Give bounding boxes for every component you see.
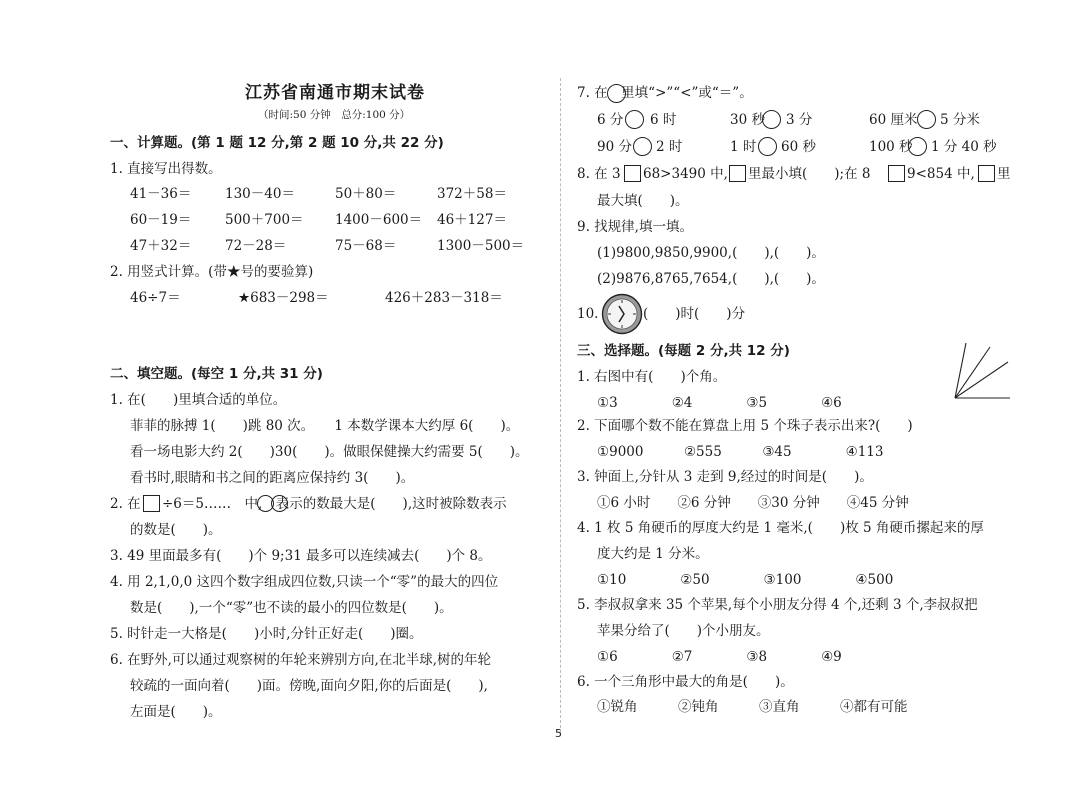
s3-line: 2. 下面哪个数不能在算盘上用 5 个珠子表示出来?( )	[577, 418, 913, 434]
s2-line: 菲菲的脉搏 1( )跳 80 次。 1 本数学课本大约厚 6( )。	[130, 418, 520, 434]
s2-line: 数是( ),一个“零”也不读的最小的四位数是( )。	[130, 600, 453, 616]
blank-circle	[607, 84, 626, 103]
vertical-calc-item: 426＋283－318＝	[385, 290, 503, 306]
calc-item: 47＋32＝	[130, 238, 192, 254]
blank-circle	[908, 137, 927, 156]
s2-line: 3. 49 里面最多有( )个 9;31 最多可以连续减去( )个 8。	[110, 548, 492, 564]
blank-circle	[633, 137, 652, 156]
s2-line: 6. 在野外,可以通过观察树的年轮来辨别方向,在北半球,树的年轮	[110, 652, 492, 668]
exam-subtitle: （时间:50 分钟 总分:100 分）	[258, 109, 411, 121]
q8-part: 68>3490 中,	[643, 166, 728, 182]
calc-item: 372＋58＝	[437, 186, 507, 202]
vertical-calc-item: ★683－298＝	[238, 290, 329, 306]
s3-line: 度大约是 1 分米。	[597, 546, 709, 562]
s3-line: 4. 1 枚 5 角硬币的厚度大约是 1 毫米,( )枚 5 角硬币摞起来的厚	[577, 520, 984, 536]
s3-line: 6. 一个三角形中最大的角是( )。	[577, 674, 794, 690]
s2-q2-prefix: 2. 在	[110, 496, 141, 512]
calc-item: 60－19＝	[130, 212, 192, 228]
calc-item: 46＋127＝	[437, 212, 507, 228]
s3-options: ①10 ②50 ③100 ④500	[597, 572, 894, 588]
compare-right: 60 秒	[781, 139, 816, 155]
q7-text: 7. 在 里填“>”“<”或“＝”。	[577, 85, 753, 101]
s2-line: 看一场电影大约 2( )30( )。做眼保健操大约需要 5( )。	[130, 444, 529, 460]
s1-q2-text: 2. 用竖式计算。(带★号的要验算)	[110, 264, 314, 280]
s3-options: ①6 ②7 ③8 ④9	[597, 649, 842, 665]
s3-options: ①3 ②4 ③5 ④6	[597, 395, 842, 411]
q8-part: 9<854 中,	[907, 166, 975, 182]
blank-circle	[762, 110, 781, 129]
s2-line: 左面是( )。	[130, 704, 222, 720]
s2-line: ÷6＝5…… 中, 表示的数最大是( ),这时被除数表示	[162, 496, 507, 512]
q10-text: ( )时( )分	[643, 306, 746, 322]
compare-left: 90 分	[597, 139, 632, 155]
calc-item: 72－28＝	[225, 238, 287, 254]
calc-item: 500＋700＝	[225, 212, 304, 228]
q9-sub: (2)9876,8765,7654,( ),( )。	[597, 271, 825, 287]
blank-circle	[758, 137, 777, 156]
s2-line: 的数是( )。	[130, 522, 222, 538]
q8-part: 里	[997, 166, 1011, 182]
compare-right: 5 分米	[940, 112, 980, 128]
blank-square	[729, 165, 746, 182]
calc-item: 1400－600＝	[335, 212, 423, 228]
s3-options: ①6 小时 ②6 分钟 ③30 分钟 ④45 分钟	[597, 495, 909, 511]
compare-right: 1 分 40 秒	[931, 139, 997, 155]
blank-circle	[271, 495, 288, 512]
section1-heading: 一、计算题。(第 1 题 12 分,第 2 题 10 分,共 22 分)	[110, 135, 444, 151]
calc-item: 75－68＝	[335, 238, 397, 254]
compare-right: 3 分	[786, 112, 813, 128]
blank-square	[624, 165, 641, 182]
angle-figure-icon	[952, 340, 1012, 402]
s2-line: 5. 时针走一大格是( )小时,分针正好走( )圈。	[110, 626, 423, 642]
calc-item: 50＋80＝	[335, 186, 397, 202]
compare-left: 100 秒	[869, 139, 913, 155]
q10-number: 10.	[577, 306, 599, 322]
compare-left: 60 厘米	[869, 112, 918, 128]
s2-line: 4. 用 2,1,0,0 这四个数字组成四位数,只读一个“零”的最大的四位	[110, 574, 499, 590]
calc-item: 41－36＝	[130, 186, 192, 202]
compare-left: 30 秒	[730, 112, 765, 128]
calc-item: 1300－500＝	[437, 238, 525, 254]
compare-left: 6 分	[597, 112, 624, 128]
blank-square	[143, 495, 160, 512]
s2-line: 较疏的一面向着( )面。傍晚,面向夕阳,你的后面是( ),	[130, 678, 488, 694]
s3-line: 5. 李叔叔拿来 35 个苹果,每个小朋友分得 4 个,还剩 3 个,李叔叔把	[577, 597, 978, 613]
compare-left: 1 时	[730, 139, 757, 155]
blank-square	[888, 165, 905, 182]
q8-part: 里最小填( );在 8	[748, 166, 871, 182]
q8-line2: 最大填( )。	[597, 193, 689, 209]
s2-line: 看书时,眼睛和书之间的距离应保持约 3( )。	[130, 470, 415, 486]
blank-square	[978, 165, 995, 182]
s1-q1-text: 1. 直接写出得数。	[110, 161, 222, 177]
vertical-calc-item: 46÷7＝	[130, 290, 181, 306]
s3-line: 苹果分给了( )个小朋友。	[597, 623, 770, 639]
s2-line: 1. 在( )里填合适的单位。	[110, 392, 287, 408]
s3-line: 3. 钟面上,分针从 3 走到 9,经过的时间是( )。	[577, 469, 873, 485]
q9-text: 9. 找规律,填一填。	[577, 219, 693, 235]
s3-options: ①锐角 ②钝角 ③直角 ④都有可能	[597, 699, 908, 715]
s3-line: 1. 右图中有( )个角。	[577, 369, 727, 385]
section3-heading: 三、选择题。(每题 2 分,共 12 分)	[577, 343, 790, 359]
q9-sub: (1)9800,9850,9900,( ),( )。	[597, 245, 825, 261]
exam-title: 江苏省南通市期末试卷	[245, 83, 425, 103]
section2-heading: 二、填空题。(每空 1 分,共 31 分)	[110, 366, 323, 382]
blank-circle	[917, 110, 936, 129]
calc-item: 130－40＝	[225, 186, 295, 202]
clock-icon	[601, 293, 643, 335]
q8-part: 8. 在 3	[577, 166, 621, 182]
column-divider	[560, 78, 561, 733]
blank-circle	[625, 110, 644, 129]
s3-options: ①9000 ②555 ③45 ④113	[597, 444, 884, 460]
compare-right: 6 时	[650, 112, 677, 128]
page-number: 5	[555, 727, 562, 740]
compare-right: 2 时	[656, 139, 683, 155]
